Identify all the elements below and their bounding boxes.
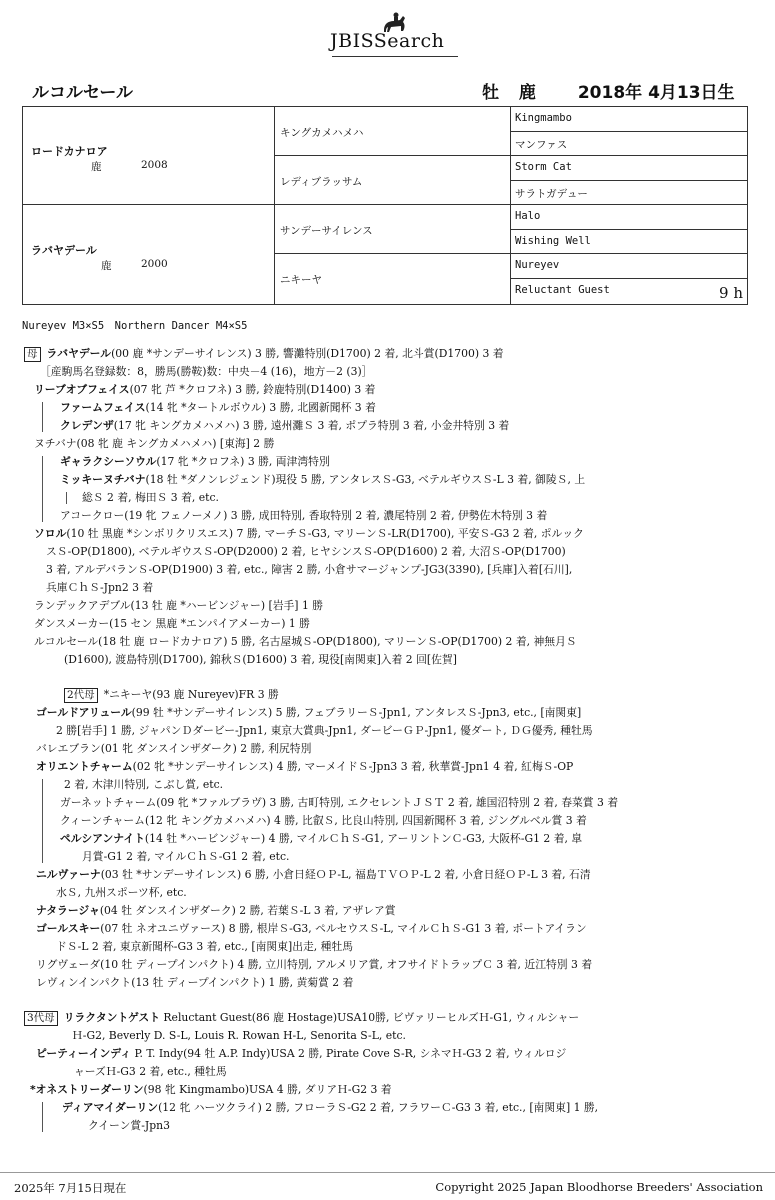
col-divider-1 xyxy=(274,107,275,304)
horse-name-link[interactable]: ラバヤデール xyxy=(46,347,112,360)
row-divider-g3a xyxy=(510,131,747,132)
entry-line xyxy=(22,1009,752,1027)
entry-line xyxy=(22,489,752,507)
horse-name-link[interactable]: ゴールドアリュール xyxy=(36,706,132,719)
entry-line xyxy=(22,615,752,633)
footer-copyright: Copyright 2025 Japan Bloodhorse Breeders' Association xyxy=(435,1180,763,1194)
entry-text: ［産駒馬名登録数：8，勝馬(勝鞍)数：中央－4 (16)，地方－2 (3)］ xyxy=(40,365,373,378)
generation-tag: 2代母 xyxy=(64,688,98,703)
row-divider-g3c xyxy=(510,229,747,230)
logo-text-jbis: JBIS xyxy=(330,30,374,52)
gen3-8[interactable]: Reluctant Guest xyxy=(515,284,610,296)
entry-line xyxy=(22,1063,752,1081)
entry-text: Ｈ-G2, Beverly D. S-L, Louis R. Rowan H-L, Senorita S-L, etc. xyxy=(72,1029,406,1042)
entry-line xyxy=(22,525,752,543)
entry-text: (14 牝 *タートルボウル) 3 勝, 北國新聞杯 3 着 xyxy=(145,401,376,414)
entry-text: 水Ｓ, 九州スポーツ杯, etc. xyxy=(56,886,187,899)
entry-text: ガーネットチャーム(09 牝 *ファルブラヴ) 3 勝, 古町特別, エクセレントＪＳＴ 2 着, 雄国沼特別 2 着, 春菜賞 3 着 xyxy=(60,796,619,809)
entry-text: (07 牡 ネオユニヴァース) 8 勝, 根岸Ｓ-G3, ペルセウスＳ-L, マイルＣｈＳ-G1 3 着, ポートアイラン xyxy=(100,922,587,935)
entry-text: (17 牝 キングカメハメハ) 3 勝, 遠州灘Ｓ 3 着, ポプラ特別 3 着, 小金井特別 3 着 xyxy=(113,419,510,432)
entry-text: (04 牡 ダンスインザダーク) 2 勝, 若葉Ｓ-L 3 着, アザレア賞 xyxy=(99,904,396,917)
entry-line xyxy=(22,1081,752,1099)
entry-line xyxy=(22,399,752,417)
horse-info xyxy=(482,78,749,103)
entry-text: Reluctant Guest(86 鹿 Hostage)USA10勝, ビヴァリーヒルズＨ-G1, ウィルシャー xyxy=(160,1011,580,1024)
entry-line xyxy=(22,651,752,669)
family-guide-line xyxy=(42,402,43,432)
entry-text: P. T. Indy(94 牡 A.P. Indy)USA 2 勝, Pirate Cove S-R, シネマＨ-G3 2 着, ウィルロジ xyxy=(131,1047,567,1060)
row-divider-mid xyxy=(23,204,747,205)
entry-line xyxy=(22,453,752,471)
logo-text xyxy=(330,30,444,52)
inbreeding-cross: Nureyev M3×S5 Northern Dancer M4×S5 xyxy=(22,320,248,332)
entry-text: 2 勝[岩手] 1 勝, ジャパンＤダービー-Jpn1, 東京大賞典-Jpn1, ダービーＧＰ-Jpn1, 優ダート, ＤＧ優秀, 種牡馬 xyxy=(56,724,593,737)
family-guide-line xyxy=(42,456,43,522)
entry-line xyxy=(22,902,752,920)
entry-text: ダンスメーカー(15 セン 黒鹿 *エンパイアメーカー) 1 勝 xyxy=(34,617,310,630)
entry-text: ヌチバナ(08 牝 鹿 キングカメハメハ) [東海] 2 勝 xyxy=(34,437,275,450)
generation-tag: 母 xyxy=(24,347,41,362)
entry-line xyxy=(22,417,752,435)
generation-tag: 3代母 xyxy=(24,1011,58,1026)
entry-text: ルコルセール(18 牡 鹿 ロードカナロア) 5 勝, 名古屋城Ｓ-OP(D1800), マリーンＳ-OP(D1700) 2 着, 神無月Ｓ xyxy=(34,635,577,648)
entry-text: バレエブラン(01 牝 ダンスインザダーク) 2 勝, 利尻特別 xyxy=(36,742,312,755)
entry-line xyxy=(22,686,752,704)
horse-name-link[interactable]: ニルヴァーナ xyxy=(36,868,101,881)
entry-text: (03 牡 *サンデーサイレンス) 6 勝, 小倉日経ＯＰ-L, 福島ＴＶＯＰ-L 2 着, 小倉日経ＯＰ-L 3 着, 石清 xyxy=(100,868,591,881)
row-divider-g3b xyxy=(510,180,747,181)
entry-text: (07 牝 芦 *クロフネ) 3 勝, 鈴鹿特別(D1400) 3 着 xyxy=(129,383,376,396)
footer-date: 2025年 7月15日現在 xyxy=(14,1181,127,1195)
row-divider-g2b xyxy=(274,253,747,254)
horse-color: 鹿 xyxy=(518,83,536,103)
entry-text: ドＳ-L 2 着, 東京新聞杯-G3 3 着, etc., [南関東]出走, 種牡馬 xyxy=(56,940,354,953)
entry-text: 2 着, 木津川特別, こぶし賞, etc. xyxy=(64,778,224,791)
entry-line xyxy=(22,848,752,866)
entry-line xyxy=(22,722,752,740)
entry-line xyxy=(22,704,752,722)
entry-text: (17 牝 *クロフネ) 3 勝, 両津湾特別 xyxy=(156,455,330,468)
entry-text: (98 牝 Kingmambo)USA 4 勝, ダリアＨ-G2 3 着 xyxy=(143,1083,392,1096)
horse-name-link[interactable]: ディアマイダーリン xyxy=(62,1101,159,1114)
horse-name-link[interactable]: ソロル xyxy=(34,527,67,540)
col-divider-2 xyxy=(510,107,511,304)
horse-name: ルコルセール xyxy=(32,83,133,103)
entry-text: (18 牡 *ダノンレジェンド)現役 5 勝, アンタレスＳ-G3, ベテルギウスＳ-L 3 着, 御陵Ｓ, 上 xyxy=(145,473,586,486)
section-second-dam xyxy=(22,686,752,992)
entry-line xyxy=(22,597,752,615)
entry-line xyxy=(22,956,752,974)
entry-line xyxy=(22,633,752,651)
entry-line xyxy=(22,758,752,776)
entry-line xyxy=(22,561,752,579)
entry-text: クイーン賞-Jpn3 xyxy=(88,1119,170,1132)
entry-line xyxy=(22,471,752,489)
entry-text: アコークロー(19 牝 フェノーメノ) 3 勝, 成田特別, 香取特別 2 着, 濃尾特別 2 着, 伊勢佐木特別 3 着 xyxy=(60,509,548,522)
entry-line xyxy=(22,381,752,399)
horse-name-link[interactable]: ファームフェイス xyxy=(60,401,146,414)
horse-name-link[interactable]: リーブオブフェイス xyxy=(34,383,130,396)
family-guide-line xyxy=(42,779,43,863)
jbis-search-logo[interactable] xyxy=(330,8,460,54)
entry-text: 兵庫ＣｈＳ-Jpn2 3 着 xyxy=(46,581,154,594)
entry-line xyxy=(22,830,752,848)
gen3-4[interactable]: サラトガデュー xyxy=(515,188,588,200)
entry-text: (99 牡 *サンデーサイレンス) 5 勝, フェブラリーＳ-Jpn1, アンタレスＳ-Jpn3, etc., [南関東] xyxy=(131,706,582,719)
entry-line xyxy=(22,579,752,597)
entry-line xyxy=(22,812,752,830)
gen3-1[interactable]: Kingmambo xyxy=(515,112,572,124)
entry-text: *ニキーヤ(93 鹿 Nureyev)FR 3 勝 xyxy=(103,688,279,701)
entry-line xyxy=(22,435,752,453)
section-dam xyxy=(22,345,752,669)
entry-text: 総Ｓ 2 着, 梅田Ｓ 3 着, etc. xyxy=(82,491,219,504)
entry-line xyxy=(22,938,752,956)
section-third-dam xyxy=(22,1009,752,1135)
entry-line xyxy=(22,1099,752,1117)
entry-text: (00 鹿 *サンデーサイレンス) 3 勝, 響灘特別(D1700) 2 着, 北斗賞(D1700) 3 着 xyxy=(111,347,504,360)
entry-text: ランデックアデブル(13 牡 鹿 *ハービンジャー) [岩手] 1 勝 xyxy=(34,599,324,612)
entry-line xyxy=(22,776,752,794)
sire-color: 鹿 xyxy=(91,161,102,173)
horse-name-link[interactable]: ピーティーインディ xyxy=(36,1047,132,1060)
entry-line xyxy=(22,740,752,758)
gen3-5[interactable]: Halo xyxy=(515,210,541,222)
dam-color: 鹿 xyxy=(101,260,112,272)
gen2-sire-sire[interactable]: キングカメハメハ xyxy=(280,127,364,139)
row-divider-g2a xyxy=(274,155,747,156)
entry-line xyxy=(22,1045,752,1063)
horse-name-link[interactable]: ペルシアンナイト xyxy=(60,832,145,845)
row-divider-g3d xyxy=(510,278,747,279)
horse-name-link[interactable]: オリエントチャーム xyxy=(36,760,133,773)
footer-divider xyxy=(0,1172,775,1173)
pedigree-table xyxy=(22,106,748,305)
horse-birth: 2018年 4月13日生 xyxy=(577,83,735,103)
entry-text: (02 牝 *サンデーサイレンス) 4 勝, マーメイドＳ-Jpn3 3 着, 秋華賞-Jpn1 4 着, 紅梅Ｓ-OP xyxy=(132,760,574,773)
entry-line xyxy=(22,507,752,525)
entry-text: スＳ-OP(D1800), ベテルギウスＳ-OP(D2000) 2 着, ヒヤシンスＳ-OP(D1600) 2 着, 大沼Ｓ-OP(D1700) xyxy=(46,545,566,558)
entry-line xyxy=(22,920,752,938)
entry-text: クィーンチャーム(12 牝 キングカメハメハ) 4 勝, 比叡Ｓ, 比良山特別, 四国新聞杯 3 着, ジングルベル賞 3 着 xyxy=(60,814,587,827)
horse-name-link[interactable]: リラクタントゲスト xyxy=(63,1011,160,1024)
gen3-3[interactable]: Storm Cat xyxy=(515,161,572,173)
dam-year: 2000 xyxy=(141,258,168,270)
horse-header xyxy=(32,78,747,102)
horse-name-link[interactable]: ギャラクシーソウル xyxy=(60,455,157,468)
entry-text: リグヴェーダ(10 牡 ディープインパクト) 4 勝, 立川特別, アルメリア賞, オフサイドトラップＣ 3 着, 近江特別 3 着 xyxy=(36,958,593,971)
entry-text: 月賞-G1 2 着, マイルＣｈＳ-G1 2 着, etc. xyxy=(82,850,290,863)
entry-text: ャーズＨ-G3 2 着, etc., 種牡馬 xyxy=(74,1065,227,1078)
entry-line xyxy=(22,1027,752,1045)
inbreed-tag: 9 h xyxy=(719,284,743,302)
entry-text: (10 牡 黒鹿 *シンボリクリスエス) 7 勝, マーチＳ-G3, マリーンＳ-LR(D1700), 平安Ｓ-G3 2 着, ポルック xyxy=(66,527,584,540)
sire-name[interactable]: ロードカナロア xyxy=(31,145,108,158)
family-guide-line xyxy=(66,492,67,504)
entry-text: レヴィンインパクト(13 牡 ディープインパクト) 1 勝, 黄菊賞 2 着 xyxy=(36,976,354,989)
horse-name-link[interactable]: ミッキーヌチバナ xyxy=(60,473,146,486)
entry-text: (12 牝 ハーツクライ) 2 勝, フローラＳ-G2 2 着, フラワーＣ-G3 3 着, etc., [南関東] 1 勝, xyxy=(158,1101,599,1114)
gen3-7[interactable]: Nureyev xyxy=(515,259,560,271)
gen3-6[interactable]: Wishing Well xyxy=(515,235,591,247)
horse-name-link[interactable]: クレデンザ xyxy=(60,419,114,432)
horse-sex: 牡 xyxy=(482,83,499,103)
entry-line xyxy=(22,866,752,884)
entry-line xyxy=(22,1117,752,1135)
entry-text: 3 着, アルデバランＳ-OP(D1900) 3 着, etc., 障害 2 勝, 小倉サマージャンプ-JG3(3390), [兵庫]入着[石川], xyxy=(46,563,573,576)
dam-name[interactable]: ラバヤデール xyxy=(31,244,97,257)
entry-line xyxy=(22,884,752,902)
entry-line xyxy=(22,543,752,561)
gen2-sire-dam[interactable]: レディブラッサム xyxy=(280,176,363,188)
logo-text-search: Search xyxy=(373,30,445,52)
entry-text: (D1600), 渡島特別(D1700), 錦秋Ｓ(D1600) 3 着, 現役[南関東]入着 2 回[佐賀] xyxy=(64,653,457,666)
logo-underline xyxy=(332,56,458,57)
horse-name-link[interactable]: *オネストリーダーリン xyxy=(30,1083,144,1096)
horse-name-link[interactable]: ナタラージャ xyxy=(36,904,100,917)
entry-text: (14 牡 *ハービンジャー) 4 勝, マイルＣｈＳ-G1, アーリントンＣ-G3, 大阪杯-G1 2 着, 皐 xyxy=(144,832,583,845)
entry-line xyxy=(22,363,752,381)
entry-line xyxy=(22,345,752,363)
entry-line xyxy=(22,794,752,812)
gen2-dam-sire[interactable]: サンデーサイレンス xyxy=(280,225,373,237)
horse-name-link[interactable]: ゴールスキー xyxy=(36,922,101,935)
gen3-2[interactable]: マンファス xyxy=(515,139,568,151)
sire-year: 2008 xyxy=(141,159,168,171)
entry-line xyxy=(22,974,752,992)
family-guide-line xyxy=(42,1102,43,1132)
gen2-dam-dam[interactable]: ニキーヤ xyxy=(280,274,322,286)
